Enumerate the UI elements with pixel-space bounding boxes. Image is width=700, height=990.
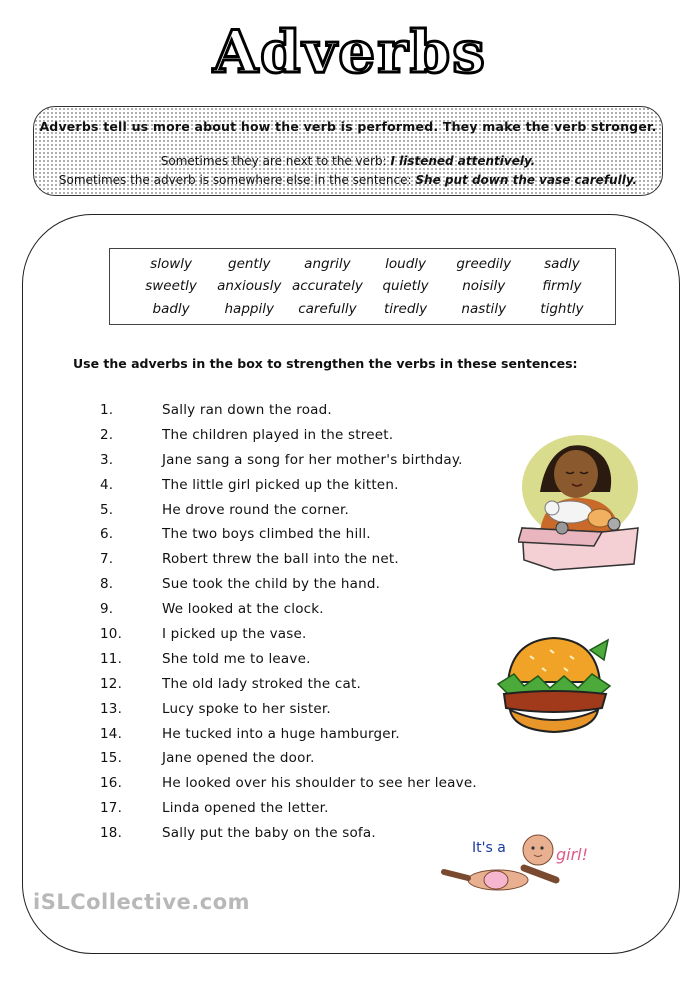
list-item: 18. Sally put the baby on the sofa. (100, 825, 376, 842)
watermark-footer: iSLCollective.com (33, 890, 251, 914)
adverb-word: quietly (382, 278, 429, 295)
adverb-word: tightly (540, 300, 584, 317)
list-item: 4. The little girl picked up the kitten. (100, 476, 399, 493)
intro-definition: Adverbs tell us more about how the verb is performed. They make the verb stronger. (39, 119, 657, 134)
adverb-word-box (109, 248, 616, 325)
list-item: 17. Linda opened the letter. (100, 800, 329, 817)
adverb-word: sadly (544, 256, 580, 272)
adverb-word: loudly (385, 256, 427, 272)
page-title: Adverbs (213, 18, 487, 86)
adverb-word: accurately (291, 278, 363, 295)
list-item: 14. He tucked into a huge hamburger. (100, 725, 400, 742)
adverb-word: greedily (456, 256, 512, 272)
list-item: 3. Jane sang a song for her mother's birthday. (100, 451, 463, 468)
list-item: 10. I picked up the vase. (100, 626, 307, 643)
adverb-word: noisily (462, 278, 506, 295)
adverb-word: tiredly (383, 300, 428, 317)
adverb-word: firmly (542, 278, 582, 295)
list-item: 7. Robert threw the ball into the net. (100, 551, 399, 568)
list-item: 12. The old lady stroked the cat. (100, 675, 362, 692)
intro-example-1: Sometimes they are next to the verb: I listened attentively. (160, 154, 536, 168)
girl-with-kittens-illustration (518, 432, 642, 572)
adverb-word: badly (152, 300, 190, 317)
list-item: 1. Sally ran down the road. (100, 402, 332, 418)
baby-caption-girl: girl! (556, 845, 589, 864)
list-item: 8. Sue took the child by the hand. (100, 576, 381, 593)
adverb-word: sweetly (145, 278, 197, 295)
list-item: 13. Lucy spoke to her sister. (100, 700, 331, 717)
intro-example-2: Sometimes the adverb is somewhere else in the sentence: She put down the vase carefully. (58, 173, 638, 187)
exercise-instruction: Use the adverbs in the box to strengthen the verbs in these sentences: (73, 356, 578, 371)
list-item: 5. He drove round the corner. (100, 501, 350, 518)
adverb-word: angrily (304, 256, 351, 272)
list-item: 2. The children played in the street. (100, 426, 394, 443)
sentence-list (100, 402, 477, 850)
list-item: 9. We looked at the clock. (100, 601, 324, 618)
adverb-word: slowly (150, 256, 192, 272)
list-item: 16. He looked over his shoulder to see her leave. (100, 775, 477, 792)
adverb-word: nastily (461, 300, 507, 317)
baby-girl-illustration (438, 822, 608, 894)
list-item: 6. The two boys climbed the hill. (100, 526, 371, 543)
adverb-word: happily (224, 300, 274, 317)
list-item: 11. She told me to leave. (100, 650, 311, 667)
adverb-word: anxiously (217, 278, 282, 295)
adverb-word: carefully (298, 300, 357, 317)
baby-caption-its-a: It's a (472, 840, 506, 856)
hamburger-illustration (494, 630, 614, 740)
adverb-word: gently (228, 256, 271, 272)
list-item: 15. Jane opened the door. (100, 750, 315, 767)
intro-box (33, 106, 663, 196)
